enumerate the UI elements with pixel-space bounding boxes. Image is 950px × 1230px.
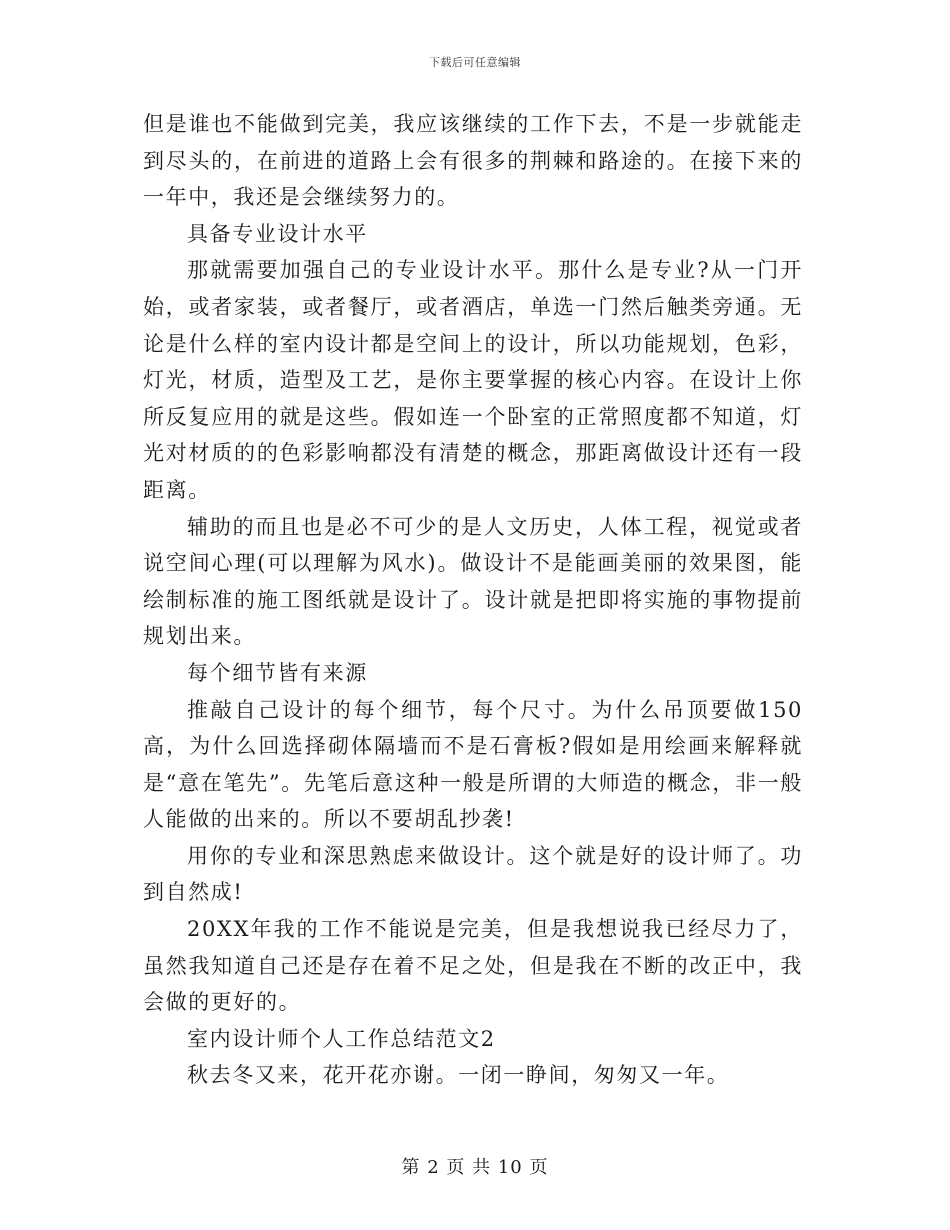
section-heading-detail-source: 每个细节皆有来源	[187, 660, 368, 685]
paragraph-detail-source: 推敲自己设计的每个细节，每个尺寸。为什么吊顶要做150高，为什么回选择砌体隔墙而不是石膏板?假如是用绘画来解释就是“意在笔先”。先笔后意这种一般是所谓的大师造的概念，非一般人能做的出来的。所以不要胡乱抄袭!	[143, 697, 803, 832]
section-heading-sample-2: 室内设计师个人工作总结范文2	[187, 1026, 496, 1051]
section-heading-professional-level: 具备专业设计水平	[187, 221, 368, 246]
document-body	[143, 106, 803, 1094]
header-note: 下载后可任意编辑	[429, 56, 521, 69]
paragraph-sample-2-opening: 秋去冬又来，花开花亦谢。一闭一睁间，匆匆又一年。	[187, 1063, 730, 1088]
paragraph-auxiliary-knowledge: 辅助的而且也是必不可少的是人文历史，人体工程，视觉或者说空间心理(可以理解为风水)。做设计不是能画美丽的效果图，能绘制标准的施工图纸就是设计了。设计就是把即将实施的事物提前规划出来。	[143, 514, 803, 649]
paragraph-careful-design: 用你的专业和深思熟虑来做设计。这个就是好的设计师了。功到自然成!	[143, 843, 803, 905]
page-number-footer: 第 2 页 共 10 页	[401, 1157, 549, 1178]
paragraph-year-summary: 20XX年我的工作不能说是完美，但是我想说我已经尽力了，虽然我知道自己还是存在着不足之处，但是我在不断的改正中，我会做的更好的。	[143, 917, 803, 1015]
paragraph-continuation: 但是谁也不能做到完美，我应该继续的工作下去，不是一步就能走到尽头的，在前进的道路上会有很多的荆棘和路途的。在接下来的一年中，我还是会继续努力的。	[143, 112, 803, 210]
paragraph-professional-level: 那就需要加强自己的专业设计水平。那什么是专业?从一门开始，或者家装，或者餐厅，或者酒店，单选一门然后触类旁通。无论是什么样的室内设计都是空间上的设计，所以功能规划，色彩，灯光，材质，造型及工艺，是你主要掌握的核心内容。在设计上你所反复应用的就是这些。假如连一个卧室的正常照度都不知道，灯光对材质的的色彩影响都没有清楚的概念，那距离做设计还有一段距离。	[143, 258, 803, 502]
